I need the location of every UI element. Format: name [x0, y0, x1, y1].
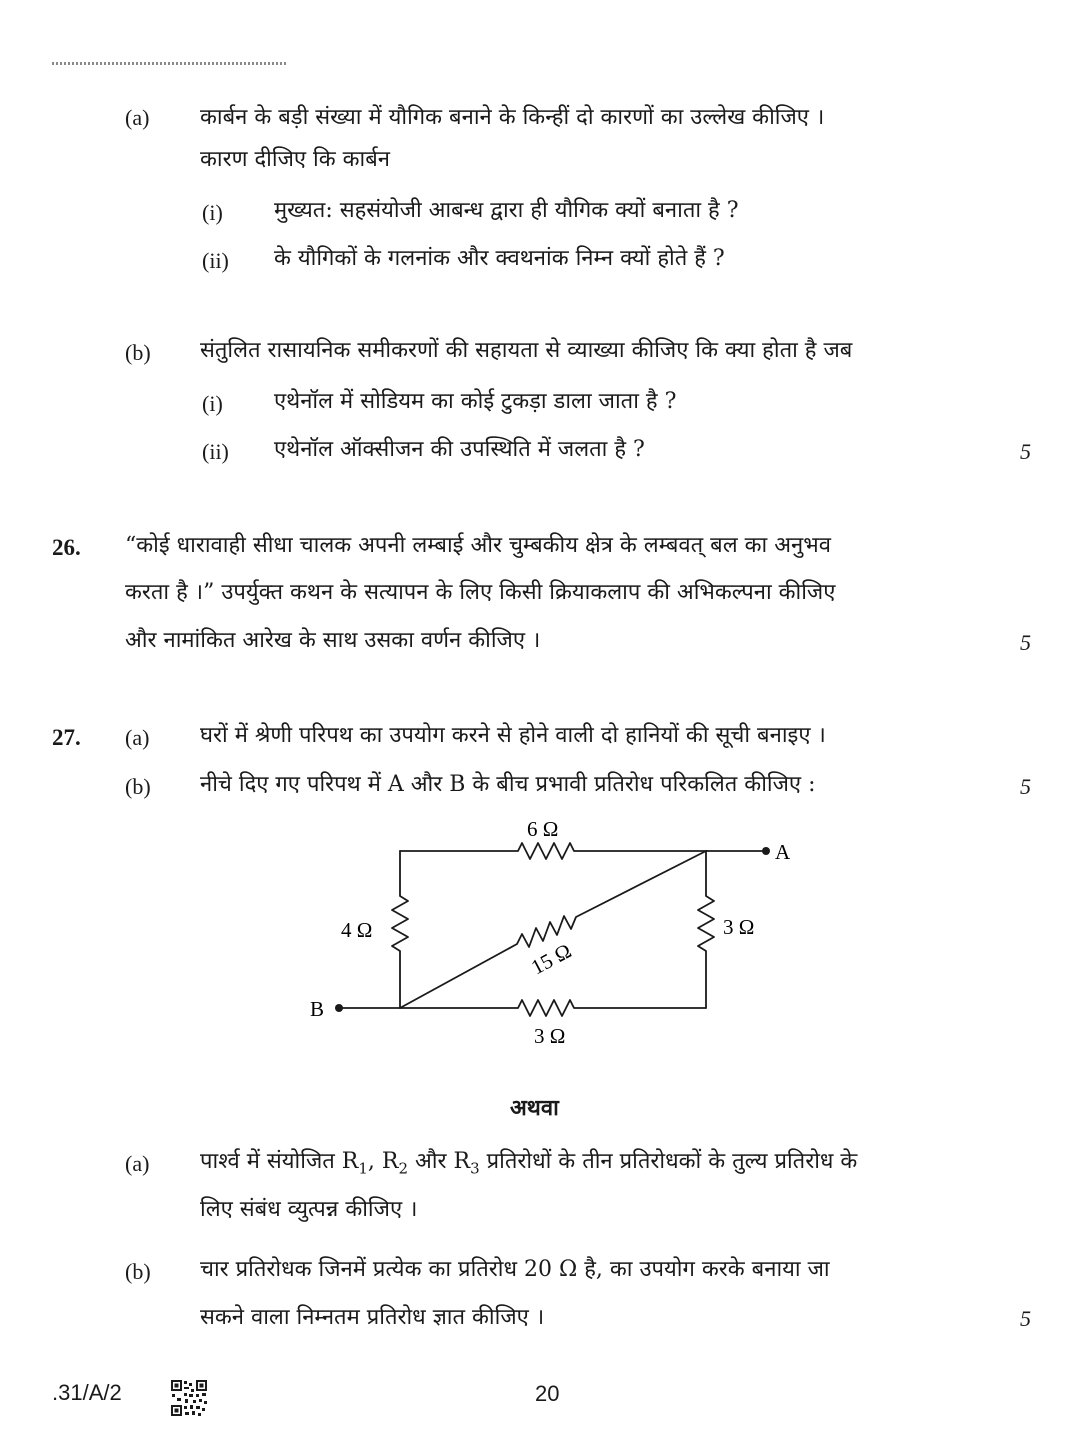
label-r-left: 4 Ω [341, 918, 373, 942]
q25b-line1: संतुलित रासायनिक समीकरणों की सहायता से व्याख्या कीजिए कि क्या होता है जब [200, 338, 853, 363]
q27b-label: (b) [125, 774, 151, 799]
bottom-wire-resistor-3ohm [340, 1000, 706, 1016]
or-b-line1: चार प्रतिरोधक जिनमें प्रत्येक का प्रतिरोध 20 Ω है, का उपयोग करके बनाया जा [200, 1257, 830, 1282]
label-r-top: 6 Ω [527, 817, 559, 841]
terminal-a-dot [762, 847, 770, 855]
q25a-sub1-label: (i) [202, 200, 223, 225]
q26-marks: 5 [1020, 630, 1031, 655]
q25b-sub1-label: (i) [202, 391, 223, 416]
q27-number: 27. [52, 725, 81, 750]
q25a-sub2-label: (ii) [202, 248, 229, 273]
label-node-a: A [775, 840, 791, 864]
left-wire-resistor-4ohm [392, 851, 408, 1008]
or-b-label: (b) [125, 1259, 151, 1284]
label-r-right: 3 Ω [723, 915, 755, 939]
q26-line1: “कोई धारावाही सीधा चालक अपनी लम्बाई और चुम्बकीय क्षेत्र के लम्बवत् बल का अनुभव [125, 533, 831, 558]
q27a-label: (a) [125, 725, 150, 750]
or-a-line2: लिए संबंध व्युत्पन्न कीजिए । [200, 1197, 418, 1222]
q25b-sub2-label: (ii) [202, 439, 229, 464]
q26-line2: करता है ।” उपर्युक्त कथन के सत्यापन के लिए किसी क्रियाकलाप की अभिकल्पना कीजिए [125, 580, 836, 605]
or-heading: अथवा [510, 1095, 559, 1121]
top-wire-resistor-6ohm [400, 843, 706, 859]
label-r-diag: 15 Ω [527, 938, 576, 980]
label-r-bottom: 3 Ω [534, 1024, 566, 1048]
terminal-b-dot [335, 1004, 343, 1012]
q25b-label: (b) [125, 340, 151, 365]
q25a-sub2-text: के यौगिकों के गलनांक और क्वथनांक निम्न क्यों होते हैं ? [274, 246, 725, 271]
q25a-label: (a) [125, 105, 150, 130]
diagonal-wire-resistor-15ohm [400, 851, 706, 1008]
qr-code-icon [171, 1380, 207, 1416]
q25a-line1: कार्बन के बड़ी संख्या में यौगिक बनाने के किन्हीं दो कारणों का उल्लेख कीजिए । [200, 105, 825, 130]
or-marks: 5 [1020, 1306, 1031, 1331]
label-node-b: B [310, 997, 325, 1021]
paper-code: .31/A/2 [52, 1380, 122, 1405]
or-b-line2: सकने वाला निम्नतम प्रतिरोध ज्ञात कीजिए । [200, 1305, 545, 1330]
q25a-line2: कारण दीजिए कि कार्बन [200, 147, 391, 172]
right-wire-resistor-3ohm [698, 851, 714, 1008]
q25b-sub1-text: एथेनॉल में सोडियम का कोई टुकड़ा डाला जाता है ? [274, 389, 677, 414]
q26-number: 26. [52, 535, 81, 560]
q27b-text: नीचे दिए गए परिपथ में A और B के बीच प्रभावी प्रतिरोध परिकलित कीजिए : [200, 772, 816, 797]
q26-line3: और नामांकित आरेख के साथ उसका वर्णन कीजिए । [125, 628, 541, 653]
q27a-text: घरों में श्रेणी परिपथ का उपयोग करने से होने वाली दो हानियों की सूची बनाइए । [200, 723, 826, 748]
q25-marks: 5 [1020, 439, 1031, 464]
q25b-sub2-text: एथेनॉल ऑक्सीजन की उपस्थिति में जलता है ? [274, 437, 645, 462]
header-microtext [52, 62, 286, 65]
or-a-label: (a) [125, 1151, 150, 1176]
page-number: 20 [535, 1381, 560, 1406]
or-a-line1: पार्श्व में संयोजित $R_1$, $R_2$ और $R_3$ प्रतिरोधों के तीन प्रतिरोधकों के तुल्य प्रतिरोध के [200, 1149, 858, 1178]
q25a-sub1-text: मुख्यत: सहसंयोजी आबन्ध द्वारा ही यौगिक क्यों बनाता है ? [274, 198, 739, 223]
q27-marks: 5 [1020, 774, 1031, 799]
circuit-diagram [290, 805, 820, 1060]
